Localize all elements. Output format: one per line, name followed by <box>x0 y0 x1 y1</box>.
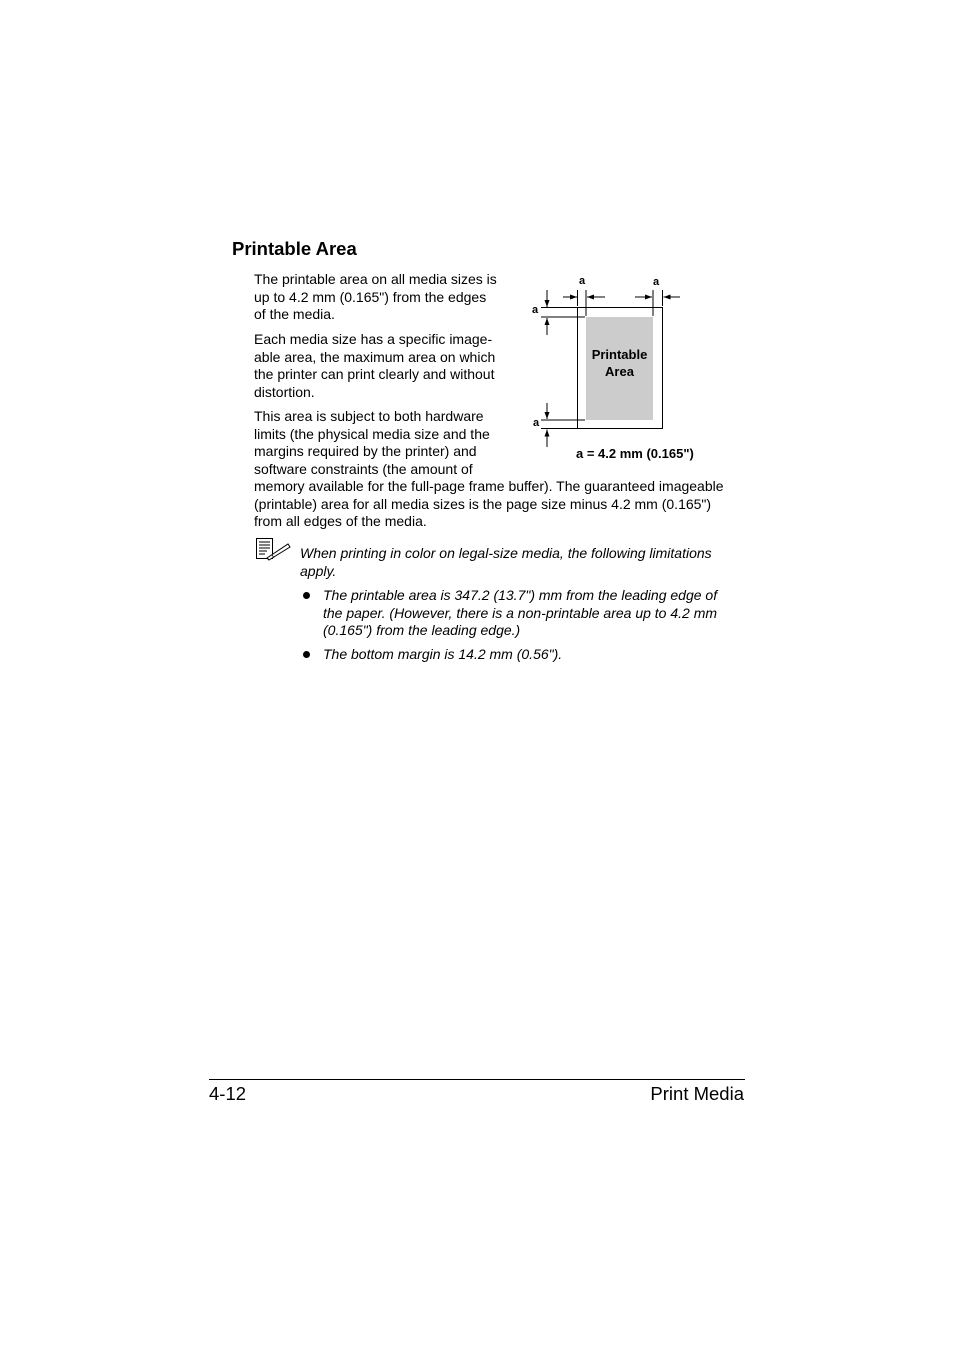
diagram-caption: a = 4.2 mm (0.165") <box>576 446 694 461</box>
paragraph-printable-area-intro <box>254 271 514 324</box>
arrowhead <box>545 412 550 419</box>
note-text <box>300 545 750 580</box>
printable-area-label-line: Printable <box>591 347 648 362</box>
text-line: able area, the maximum area on which <box>254 348 496 365</box>
note-bullet-item <box>323 587 753 640</box>
text-line: the printer can print clearly and without <box>254 366 495 383</box>
text-line: up to 4.2 mm (0.165") from the edges <box>254 288 487 305</box>
paragraph-constraints <box>254 408 514 478</box>
note-bullet-line: the paper. (However, there is a non-printable area up to 4.2 mm <box>323 604 718 621</box>
footer-rule <box>209 1079 745 1080</box>
text-line: distortion. <box>254 383 315 400</box>
note-line: apply. <box>300 562 337 579</box>
paragraph-imageable-area <box>254 331 514 401</box>
bullet-icon <box>303 651 310 658</box>
arrowhead <box>664 295 671 300</box>
note-line: When printing in color on legal-size media, the following limitations <box>300 545 712 561</box>
page-number: 4-12 <box>209 1083 247 1104</box>
paragraph-constraints-continued <box>254 478 754 531</box>
note-pencil-icon-svg <box>255 537 291 561</box>
section-title: Printable Area <box>232 238 357 259</box>
arrowhead <box>570 295 577 300</box>
text-line: The printable area on all media sizes is <box>254 271 497 287</box>
printable-area-label-line: Area <box>605 364 634 379</box>
text-line: memory available for the full-page frame buffer). The guaranteed imageable <box>254 478 724 494</box>
text-line: margins required by the printer) and <box>254 443 477 460</box>
printable-area-label <box>586 346 653 380</box>
text-line: limits (the physical media size and the <box>254 425 490 442</box>
dimension-label-top: a <box>532 304 539 316</box>
arrowhead <box>587 295 594 300</box>
dimension-label-left: a <box>579 275 586 287</box>
note-bullet-item <box>323 646 753 664</box>
text-line: (printable) area for all media sizes is the page size minus 4.2 mm (0.165") <box>254 495 712 512</box>
note-bullet-line: The printable area is 347.2 (13.7") mm from the leading edge of <box>323 587 718 603</box>
text-line: This area is subject to both hardware <box>254 408 484 424</box>
arrowhead <box>645 295 652 300</box>
arrowhead <box>545 430 550 437</box>
bullet-icon <box>303 592 310 599</box>
arrowhead <box>545 300 550 307</box>
printable-area-diagram <box>525 270 725 470</box>
dimension-label-bottom: a <box>533 417 540 429</box>
text-line: software constraints (the amount of <box>254 460 473 477</box>
note-bullet-line: The bottom margin is 14.2 mm (0.56"). <box>323 646 563 662</box>
dimension-label-right: a <box>653 276 660 288</box>
arrowhead <box>545 318 550 325</box>
note-pencil-icon <box>255 537 291 561</box>
note-bullet-line: (0.165") from the leading edge.) <box>323 622 521 639</box>
text-line: of the media. <box>254 306 335 323</box>
text-line: from all edges of the media. <box>254 513 427 530</box>
text-line: Each media size has a specific image- <box>254 331 493 347</box>
chapter-title: Print Media <box>650 1083 744 1104</box>
